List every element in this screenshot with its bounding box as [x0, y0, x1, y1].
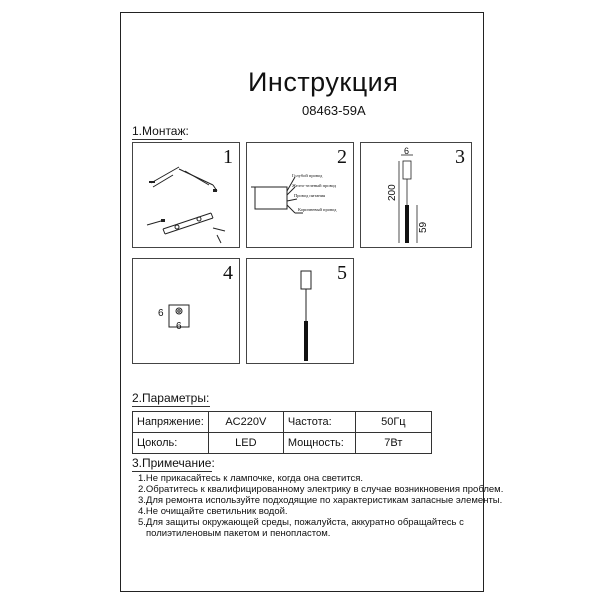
param-label: Частота:	[283, 412, 355, 433]
wire-label-power: Провод питания	[294, 193, 326, 198]
panel-number: 1	[223, 146, 233, 168]
table-row	[133, 433, 432, 454]
panel-step-3	[360, 142, 472, 248]
dimension-drawing	[361, 143, 472, 248]
notes-list	[138, 473, 503, 539]
section-notes	[132, 456, 215, 470]
list-item: 3.Для ремонта используйте подходящие по характеристикам запасные элементы.	[138, 495, 503, 506]
list-item: 1.Не прикасайтесь к лампочке, когда она светится.	[138, 473, 364, 484]
section-install	[132, 124, 189, 138]
param-value: AC220V	[208, 412, 283, 433]
param-value: LED	[208, 433, 283, 454]
params-table	[132, 411, 432, 454]
list-item: 4.Не очищайте светильник водой.	[138, 506, 288, 517]
section-underline	[132, 471, 212, 472]
section-install-label: 1.Монтаж:	[132, 124, 189, 138]
wire-label-blue: Голубой провод	[292, 173, 323, 178]
panel-number: 2	[337, 146, 347, 168]
dim-canopy-a: 6	[158, 308, 164, 319]
list-item: 2.Обратитесь к квалифицированному электрику в случае возникновения проблем.	[138, 484, 504, 495]
wire-label-brown: Коричневый провод	[298, 207, 337, 212]
section-underline	[132, 406, 210, 407]
param-value: 7Вт	[355, 433, 431, 454]
param-label: Мощность:	[283, 433, 355, 454]
dim-top-width: 6	[404, 146, 410, 156]
panel-number: 3	[455, 146, 465, 168]
panel-step-4	[132, 258, 240, 364]
list-item: полиэтиленовым пакетом и пенопластом.	[146, 528, 331, 539]
table-row	[133, 412, 432, 433]
panel-step-2	[246, 142, 354, 248]
param-label: Напряжение:	[133, 412, 209, 433]
canopy-drawing	[133, 259, 240, 364]
list-item: 5.Для защиты окружающей среды, пожалуйста, аккуратно обращайтесь с	[138, 517, 464, 528]
panel-step-5	[246, 258, 354, 364]
section-params	[132, 391, 209, 405]
param-label: Цоколь:	[133, 433, 209, 454]
section-params-label: 2.Параметры:	[132, 391, 210, 405]
pendant-lamp-drawing	[247, 259, 354, 364]
model-number: 08463-59A	[302, 103, 366, 118]
panel-step-1	[132, 142, 240, 248]
panel-number: 5	[337, 262, 347, 284]
section-notes-label: 3.Примечание:	[132, 456, 215, 470]
dim-canopy-b: 6	[176, 321, 182, 332]
wire-label-yellow-green: Желто-зеленый провод	[292, 183, 337, 188]
page-title: Инструкция	[248, 67, 399, 97]
panel-number: 4	[223, 262, 233, 284]
param-value: 50Гц	[355, 412, 431, 433]
section-underline	[132, 139, 182, 140]
dim-total-height: 200	[387, 184, 398, 201]
dim-rod-length: 59	[418, 221, 429, 233]
mounting-bracket-drawing	[133, 143, 240, 248]
